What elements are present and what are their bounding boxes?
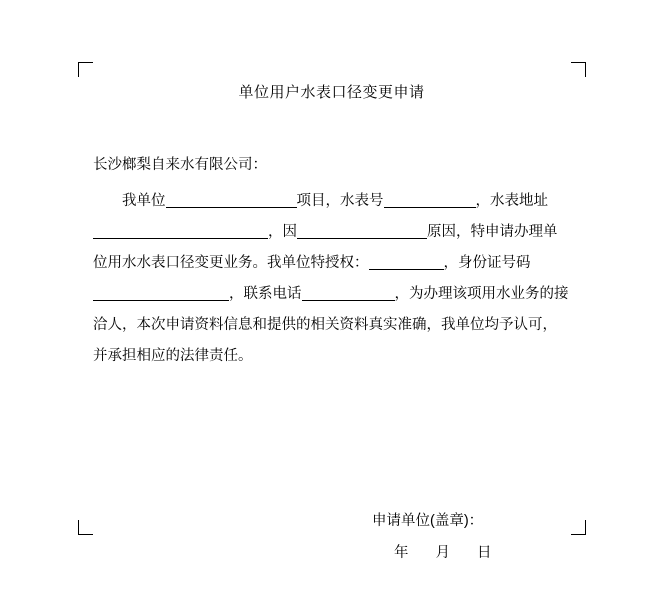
meter-number-blank[interactable] (384, 190, 476, 208)
text-seg7: 申请办理单位用水水表口径变更业务。我单位特授权： (93, 224, 558, 271)
document-body (93, 150, 571, 372)
text-seg11: ，为 (394, 286, 424, 302)
meter-address-blank[interactable] (93, 221, 268, 239)
id-card-blank[interactable] (93, 283, 229, 301)
text-seg3: ，水 (475, 193, 505, 209)
text-seg12: 办理该项用水业务的接洽人，本次申请资料信息和提供的相关资料真 (93, 286, 569, 333)
signature-block (372, 505, 493, 569)
crop-mark-bottom-left (78, 520, 93, 535)
authorized-person-blank[interactable] (369, 252, 444, 270)
text-seg5: ，因 (268, 224, 297, 240)
text-seg8: ， (443, 255, 458, 271)
applicant-seal-label: 申请单位(盖章)： (372, 513, 484, 529)
crop-mark-top-right (571, 62, 586, 77)
date-month-label: 月 (435, 545, 451, 561)
text-seg9: 身份证号码 (458, 255, 531, 271)
text-seg13: 实准确，我单位均予认可，并承担相应的法律责任。 (93, 317, 557, 364)
salutation-line: 长沙榔梨自来水有限公司： (93, 157, 267, 173)
text-seg4: 表地址 (504, 193, 548, 209)
text-seg2: 项目，水表号 (296, 193, 384, 209)
crop-mark-bottom-right (571, 520, 586, 535)
reason-blank[interactable] (297, 221, 427, 239)
date-line (372, 537, 493, 569)
date-year-label: 年 (394, 545, 410, 561)
project-name-blank[interactable] (166, 190, 297, 208)
text-seg1: 我单位 (122, 193, 166, 209)
date-day-label: 日 (477, 545, 493, 561)
text-seg10: ，联系电话 (229, 286, 302, 302)
body-paragraph (93, 186, 571, 372)
text-seg6: 原因，特 (427, 224, 485, 240)
document-title: 单位用户水表口径变更申请 (238, 84, 425, 101)
phone-blank[interactable] (302, 283, 395, 301)
crop-mark-top-left (78, 62, 93, 77)
